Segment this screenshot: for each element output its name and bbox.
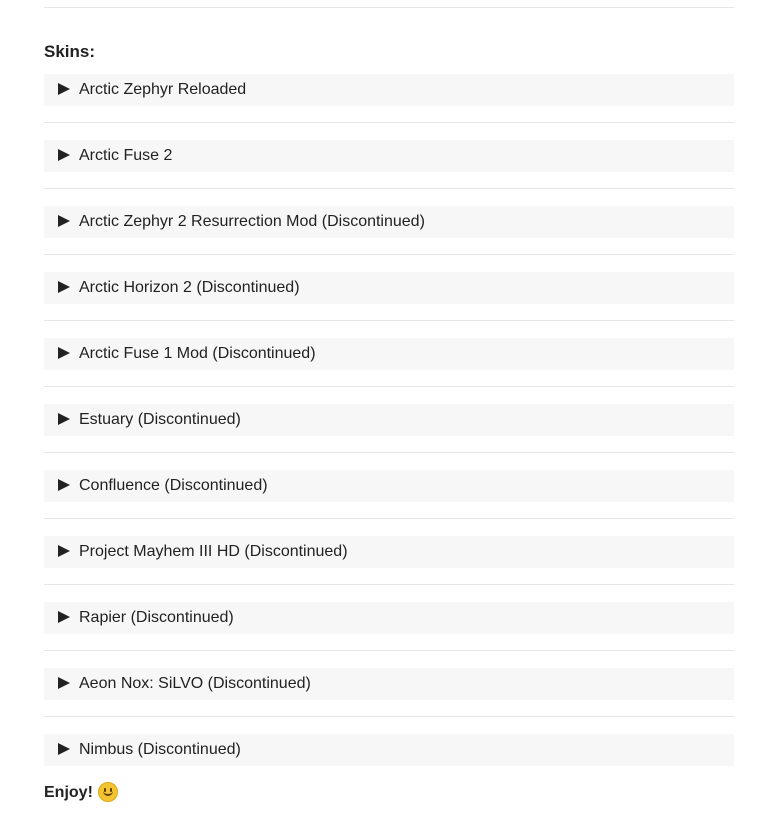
skin-label: Rapier (Discontinued) — [79, 609, 234, 626]
disclosure-triangle-icon — [58, 413, 70, 425]
skin-summary-confluence[interactable] — [44, 470, 734, 502]
skin-label: Arctic Zephyr 2 Resurrection Mod (Discontinued) — [79, 213, 425, 230]
skin-summary-arctic-fuse-1-mod[interactable] — [44, 338, 734, 370]
skin-label: Aeon Nox: SiLVO (Discontinued) — [79, 675, 311, 692]
skin-summary-arctic-fuse-2[interactable] — [44, 140, 734, 172]
skin-summary-aeon-nox-silvo[interactable] — [44, 668, 734, 700]
divider — [44, 386, 734, 387]
disclosure-triangle-icon — [58, 677, 70, 689]
skin-label: Arctic Zephyr Reloaded — [79, 81, 247, 98]
skin-label: Estuary (Discontinued) — [79, 411, 241, 428]
divider — [44, 254, 734, 255]
skin-summary-arctic-horizon-2[interactable] — [44, 272, 734, 304]
skin-item — [44, 338, 734, 404]
disclosure-triangle-icon — [58, 347, 70, 359]
skin-label: Nimbus (Discontinued) — [79, 741, 241, 758]
disclosure-triangle-icon — [58, 83, 70, 95]
smiley-icon — [98, 782, 118, 802]
skin-item — [44, 404, 734, 470]
skin-item — [44, 536, 734, 602]
divider — [44, 518, 734, 519]
skin-item — [44, 734, 734, 800]
skins-heading: Skins: — [44, 42, 96, 61]
skins-list — [44, 74, 734, 800]
skin-summary-arctic-zephyr-reloaded[interactable] — [44, 74, 734, 106]
skin-label: Arctic Horizon 2 (Discontinued) — [79, 279, 300, 296]
skin-item — [44, 74, 734, 140]
skin-item — [44, 470, 734, 536]
enjoy-text: Enjoy! — [44, 784, 93, 801]
divider — [44, 584, 734, 585]
skin-item — [44, 206, 734, 272]
disclosure-triangle-icon — [58, 545, 70, 557]
disclosure-triangle-icon — [58, 281, 70, 293]
skin-label: Confluence (Discontinued) — [79, 477, 268, 494]
divider — [44, 452, 734, 453]
disclosure-triangle-icon — [58, 611, 70, 623]
skin-summary-estuary[interactable] — [44, 404, 734, 436]
divider — [44, 716, 734, 717]
skin-item — [44, 668, 734, 734]
disclosure-triangle-icon — [58, 743, 70, 755]
divider — [44, 650, 734, 651]
disclosure-triangle-icon — [58, 215, 70, 227]
footer — [44, 781, 118, 805]
skin-summary-nimbus[interactable] — [44, 734, 734, 766]
top-divider — [44, 7, 734, 8]
divider — [44, 320, 734, 321]
skin-label: Arctic Fuse 2 — [79, 147, 173, 164]
skin-summary-arctic-zephyr-2-resurrection-mod[interactable] — [44, 206, 734, 238]
disclosure-triangle-icon — [58, 479, 70, 491]
skin-item — [44, 272, 734, 338]
skin-summary-rapier[interactable] — [44, 602, 734, 634]
divider — [44, 122, 734, 123]
skin-label: Arctic Fuse 1 Mod (Discontinued) — [79, 345, 316, 362]
skin-item — [44, 140, 734, 206]
skin-item — [44, 602, 734, 668]
divider — [44, 188, 734, 189]
disclosure-triangle-icon — [58, 149, 70, 161]
skin-label: Project Mayhem III HD (Discontinued) — [79, 543, 348, 560]
skin-summary-project-mayhem-iii-hd[interactable] — [44, 536, 734, 568]
